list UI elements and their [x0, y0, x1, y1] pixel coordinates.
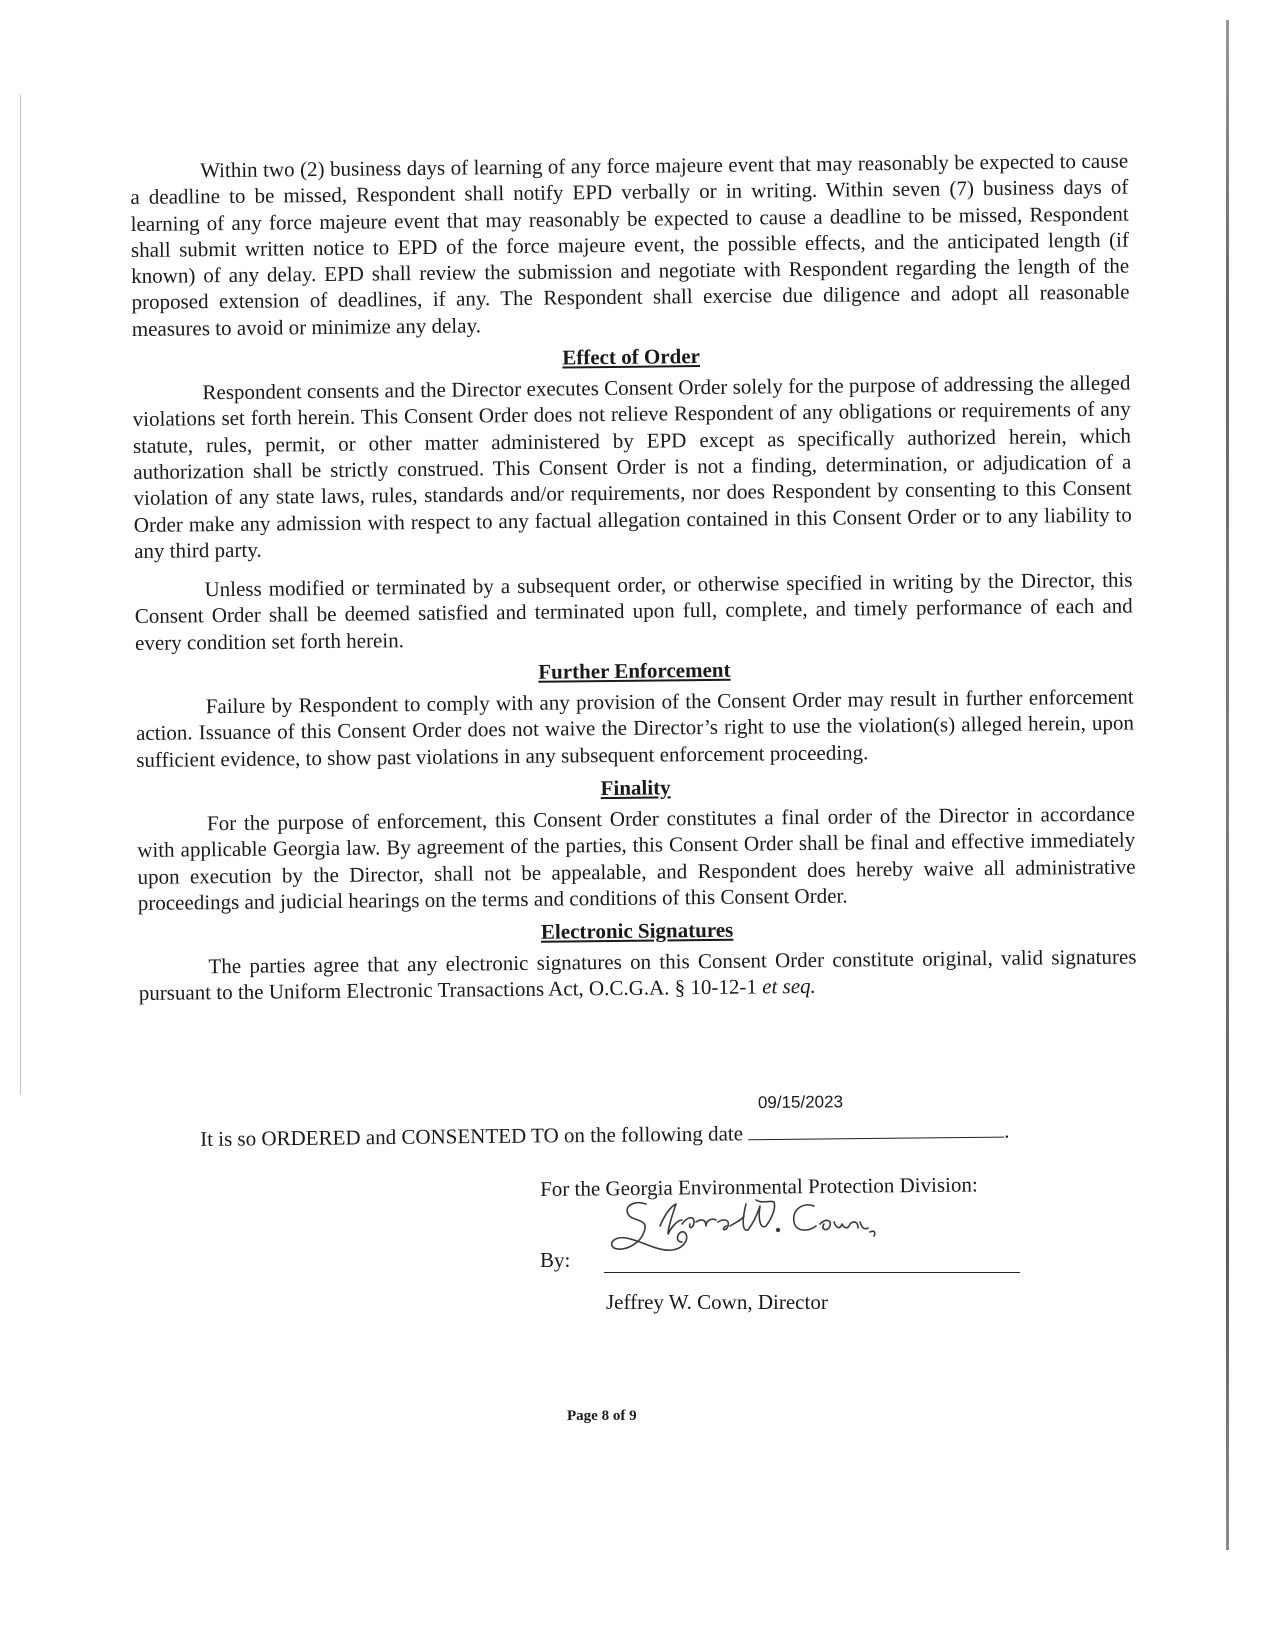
division-line: For the Georgia Environmental Protection Division:: [540, 1172, 978, 1201]
handwritten-signature: [606, 1192, 906, 1272]
signature-line: [604, 1272, 1020, 1273]
heading-effect-of-order: Effect of Order: [562, 344, 701, 370]
scan-edge-left: [20, 95, 21, 1095]
ordered-line: [200, 1092, 1010, 1152]
heading-further-enforcement: Further Enforcement: [538, 657, 731, 684]
page-total: 9: [629, 1408, 637, 1424]
paragraph-effect-1: Respondent consents and the Director executes Consent Order solely for the purpose of addressing the alleged violations set forth herein. This Consent Order does not relieve Respondent of any obligations or requirements of any statute, rules, permit, or other matter administered by EPD except as specifically authorized herein, which authorization shall be strictly construed. This Consent Order is not a finding, determination, or adjudication of a violation of any state laws, rules, standards and/or requirements, nor does Respondent by consenting to this Consent Order make any admission with respect to any factual allegation contained in this Consent Order or to any liability to any third party.: [132, 370, 1132, 563]
paragraph-enforcement: Failure by Respondent to comply with any provision of the Consent Order may result in further enforcement action. Issuance of this Consent Order does not waive the Director’s right to use the violation(s) alleged herein, upon sufficient evidence, to show past violations in any subsequent enforcement proceeding.: [135, 684, 1135, 772]
paragraph-electronic-signatures: [138, 944, 1136, 1007]
scan-edge-right: [1226, 20, 1229, 1550]
et-seq-italic: et seq.: [762, 974, 816, 999]
by-label: By:: [540, 1248, 571, 1272]
page-number: [567, 1408, 637, 1425]
ordered-text: It is so ORDERED and CONSENTED TO on the following date: [200, 1121, 744, 1151]
heading-finality: Finality: [600, 775, 671, 801]
page-current: 8: [601, 1408, 610, 1424]
page-of: of: [612, 1408, 626, 1424]
date-field: [748, 1092, 1004, 1141]
heading-electronic-signatures: Electronic Signatures: [540, 917, 734, 944]
page-label: Page: [567, 1408, 598, 1424]
body-text: [130, 148, 1137, 1007]
date-value: 09/15/2023: [757, 1092, 844, 1113]
signatures-text: The parties agree that any electronic signatures on this Consent Order constitute original, valid signatures pursuant to the Uniform Electronic Transactions Act, O.C.G.A. § 10-12-1: [138, 944, 1137, 1006]
paragraph-finality: For the purpose of enforcement, this Consent Order constitutes a final order of the Director in accordance with applicable Georgia law. By agreement of the parties, this Consent Order shall be final and effective immediately upon execution by the Director, shall not be appealable, and Respondent does hereby waive all administrative proceedings and judicial hearings on the terms and conditions of this Consent Order.: [137, 801, 1136, 915]
ordered-period: .: [1004, 1118, 1010, 1143]
paragraph-effect-2: Unless modified or terminated by a subsequent order, or otherwise specified in writing by the Director, this Consent Order shall be deemed satisfied and terminated upon full, complete, and timely performance of each and every condition set forth herein.: [134, 567, 1133, 655]
paragraph-force-majeure: Within two (2) business days of learning of any force majeure event that may reasonably be expected to cause a deadline to be missed, Respondent shall notify EPD verbally or in writing. Within seven (7) business days of learning of any force majeure event that may reasonably be expected to cause a deadline to be missed, Respondent shall submit written notice to EPD of the force majeure event, the possible effects, and the anticipated length (if known) of any delay. EPD shall review the submission and negotiate with Respondent regarding the length of the proposed extension of deadlines, if any. The Respondent shall exercise due diligence and adopt all reasonable measures to avoid or minimize any delay.: [130, 148, 1130, 341]
signer-name: Jeffrey W. Cown, Director: [606, 1290, 828, 1314]
